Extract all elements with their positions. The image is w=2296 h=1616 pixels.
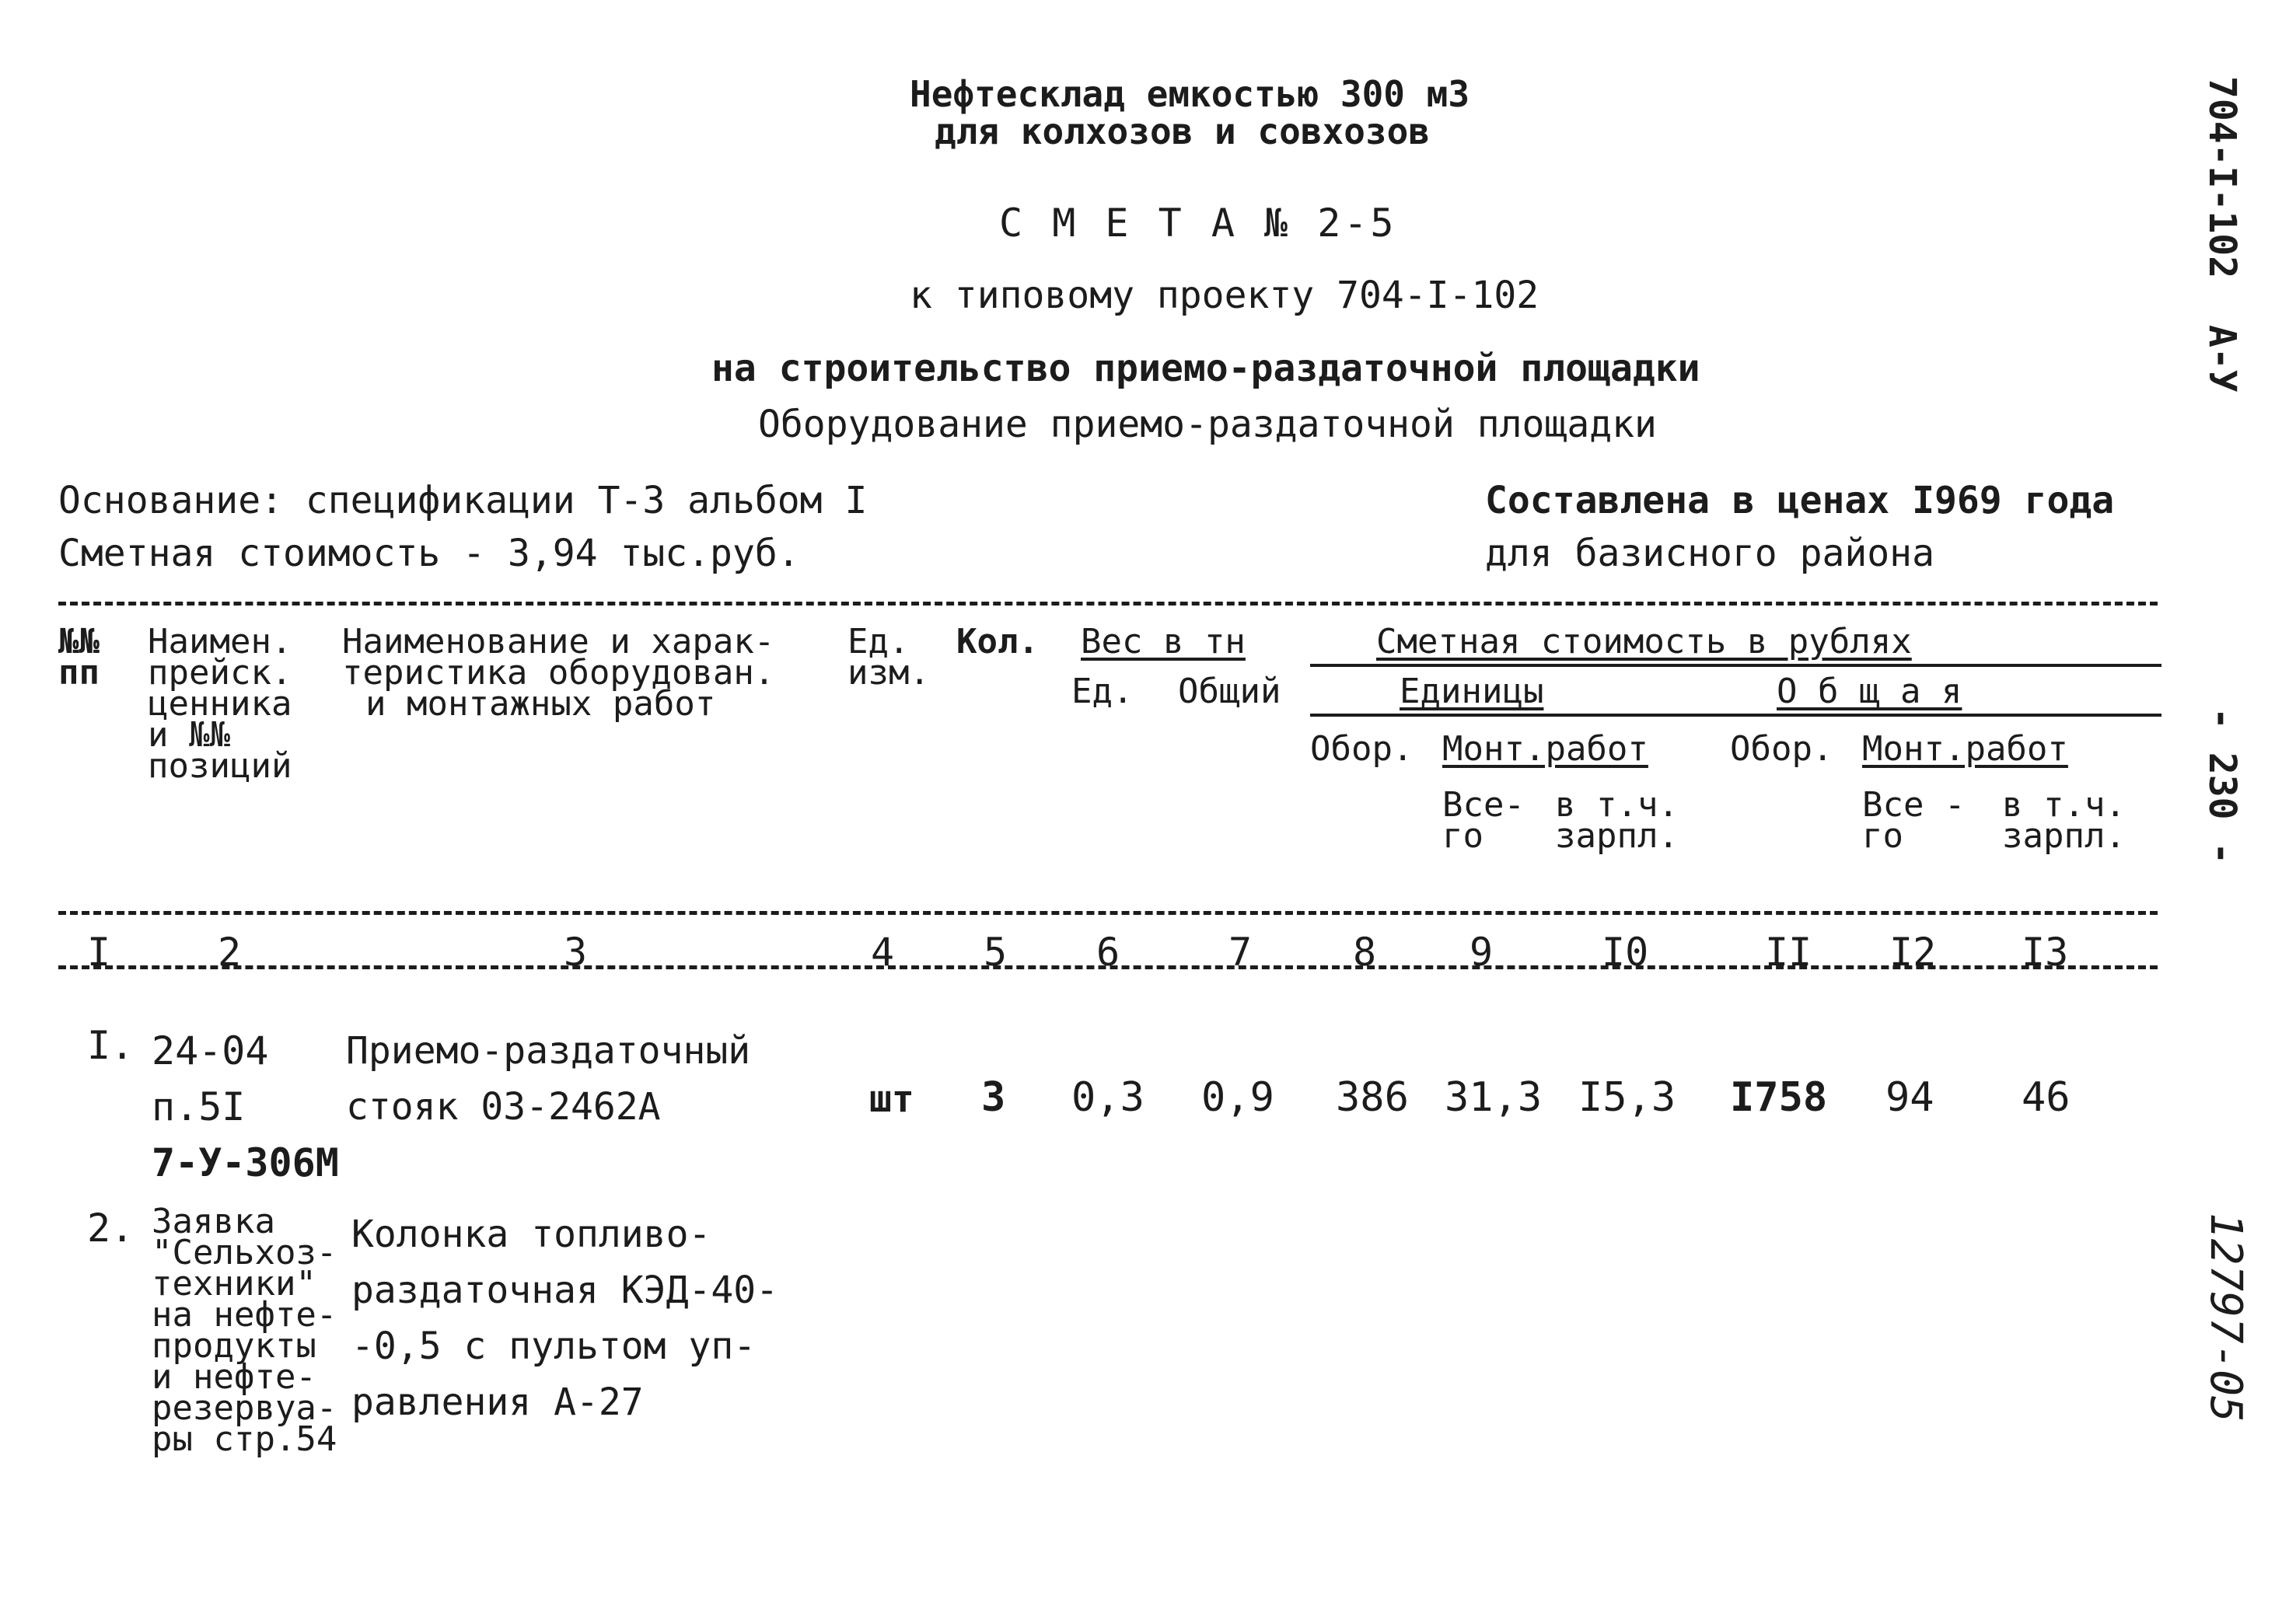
margin-inventory-text: 12797-05 xyxy=(2200,1213,2251,1422)
column-number: 4 xyxy=(871,930,895,975)
table-top-rule xyxy=(58,602,2158,606)
row-description: Колонка топливо- раздаточная КЭД-40- -0,5 с пультом уп- равления А-27 xyxy=(351,1213,779,1424)
col-header-all-unit: Все- го xyxy=(1442,785,1525,856)
row-quantity: 3 xyxy=(981,1074,1006,1121)
col-header-num: №№ пп xyxy=(58,622,100,693)
column-number: 7 xyxy=(1228,930,1253,975)
col-header-weight-group: Вес в тн xyxy=(1081,622,1246,661)
column-number: 3 xyxy=(564,930,588,975)
col-header-weight-unit: Ед. xyxy=(1071,672,1134,711)
project-line: к типовому проекту 704-I-102 xyxy=(910,274,1539,317)
col-header-description: Наименование и харак- теристика оборудован. и монтажных работ xyxy=(342,622,775,724)
col-header-qty: Кол. xyxy=(956,622,1039,661)
region-line: для базисного района xyxy=(1485,532,1934,575)
column-number: II xyxy=(1765,930,1812,975)
margin-project-code xyxy=(2200,76,2244,278)
col-header-equip-total: Обор. xyxy=(1730,729,1833,769)
margin-album-text: А-У xyxy=(2200,325,2244,393)
col-header-all-total: Все - го xyxy=(1862,785,1966,856)
smeta-heading: С М Е Т А № 2-5 xyxy=(999,201,1397,246)
margin-page-number xyxy=(2200,707,2244,864)
row-wage-unit: I5,3 xyxy=(1578,1074,1676,1121)
column-number: 5 xyxy=(984,930,1008,975)
row-all-unit: 31,3 xyxy=(1445,1074,1543,1121)
doc-title-line1: Нефтесклад емкостью 300 м3 xyxy=(910,73,1470,115)
equipment-line: Оборудование приемо-раздаточной площадки xyxy=(758,403,1657,446)
col-header-total: О б щ а я xyxy=(1777,672,1962,711)
row-equip-unit: 386 xyxy=(1336,1074,1409,1121)
row-wage-total: 46 xyxy=(2022,1074,2071,1121)
row-weight-total: 0,9 xyxy=(1201,1074,1274,1121)
margin-album-code xyxy=(2200,325,2244,393)
row-description: Приемо-раздаточный стояк 03-2462А xyxy=(346,1029,751,1129)
row-weight-unit: 0,3 xyxy=(1071,1074,1145,1121)
column-number: I xyxy=(87,930,111,975)
cost-line: Сметная стоимость - 3,94 тыс.руб. xyxy=(58,532,800,575)
header-bottom-rule xyxy=(58,911,2158,915)
row-number: I. xyxy=(87,1023,135,1068)
row-unit: шт xyxy=(869,1077,914,1121)
cost-group-rule xyxy=(1310,664,2161,667)
column-number: I0 xyxy=(1602,930,1649,975)
basis-line: Основание: спецификации Т-3 альбом I xyxy=(58,479,868,522)
margin-inventory-number xyxy=(2200,1213,2251,1422)
doc-title-line2: для колхозов и совхозов xyxy=(935,110,1430,152)
col-header-pricelist: Наимен. прейск. ценника и №№ позиций xyxy=(148,622,292,786)
col-header-weight-total: Общий xyxy=(1178,672,1281,711)
prices-line: Составлена в ценах I969 года xyxy=(1485,479,2115,522)
column-number: 6 xyxy=(1096,930,1120,975)
row-equip-total: I758 xyxy=(1730,1074,1828,1121)
col-header-cost-group: Сметная стоимость в рублях xyxy=(1376,622,1912,661)
col-header-wage-total: в т.ч. зарпл. xyxy=(2002,785,2126,856)
col-header-mount-total: Монт.работ xyxy=(1862,729,2068,769)
row-reference: Заявка "Сельхоз- техники" на нефте- продукты и нефте- резервуа- ры стр.54 xyxy=(152,1202,337,1459)
margin-code-text: 704-I-102 xyxy=(2200,76,2244,279)
row-number: 2. xyxy=(87,1206,135,1251)
column-number: 8 xyxy=(1353,930,1377,975)
column-number: 2 xyxy=(218,930,242,975)
row-all-total: 94 xyxy=(1885,1074,1934,1121)
column-number: I2 xyxy=(1889,930,1937,975)
col-header-mount-unit: Монт.работ xyxy=(1442,729,1648,769)
column-number: I3 xyxy=(2022,930,2069,975)
col-header-per-unit: Единицы xyxy=(1400,672,1544,711)
construction-line: на строительство приемо-раздаточной площадки xyxy=(711,347,1700,390)
row-reference: 24-04 п.5I 7-У-306М xyxy=(152,1028,339,1185)
column-number: 9 xyxy=(1470,930,1494,975)
col-header-equip-unit: Обор. xyxy=(1310,729,1414,769)
col-header-wage-unit: в т.ч. зарпл. xyxy=(1555,785,1679,856)
margin-page-text: - 230 - xyxy=(2200,707,2244,865)
col-header-unit: Ед. изм. xyxy=(847,622,930,693)
per-unit-total-rule xyxy=(1310,714,2161,717)
